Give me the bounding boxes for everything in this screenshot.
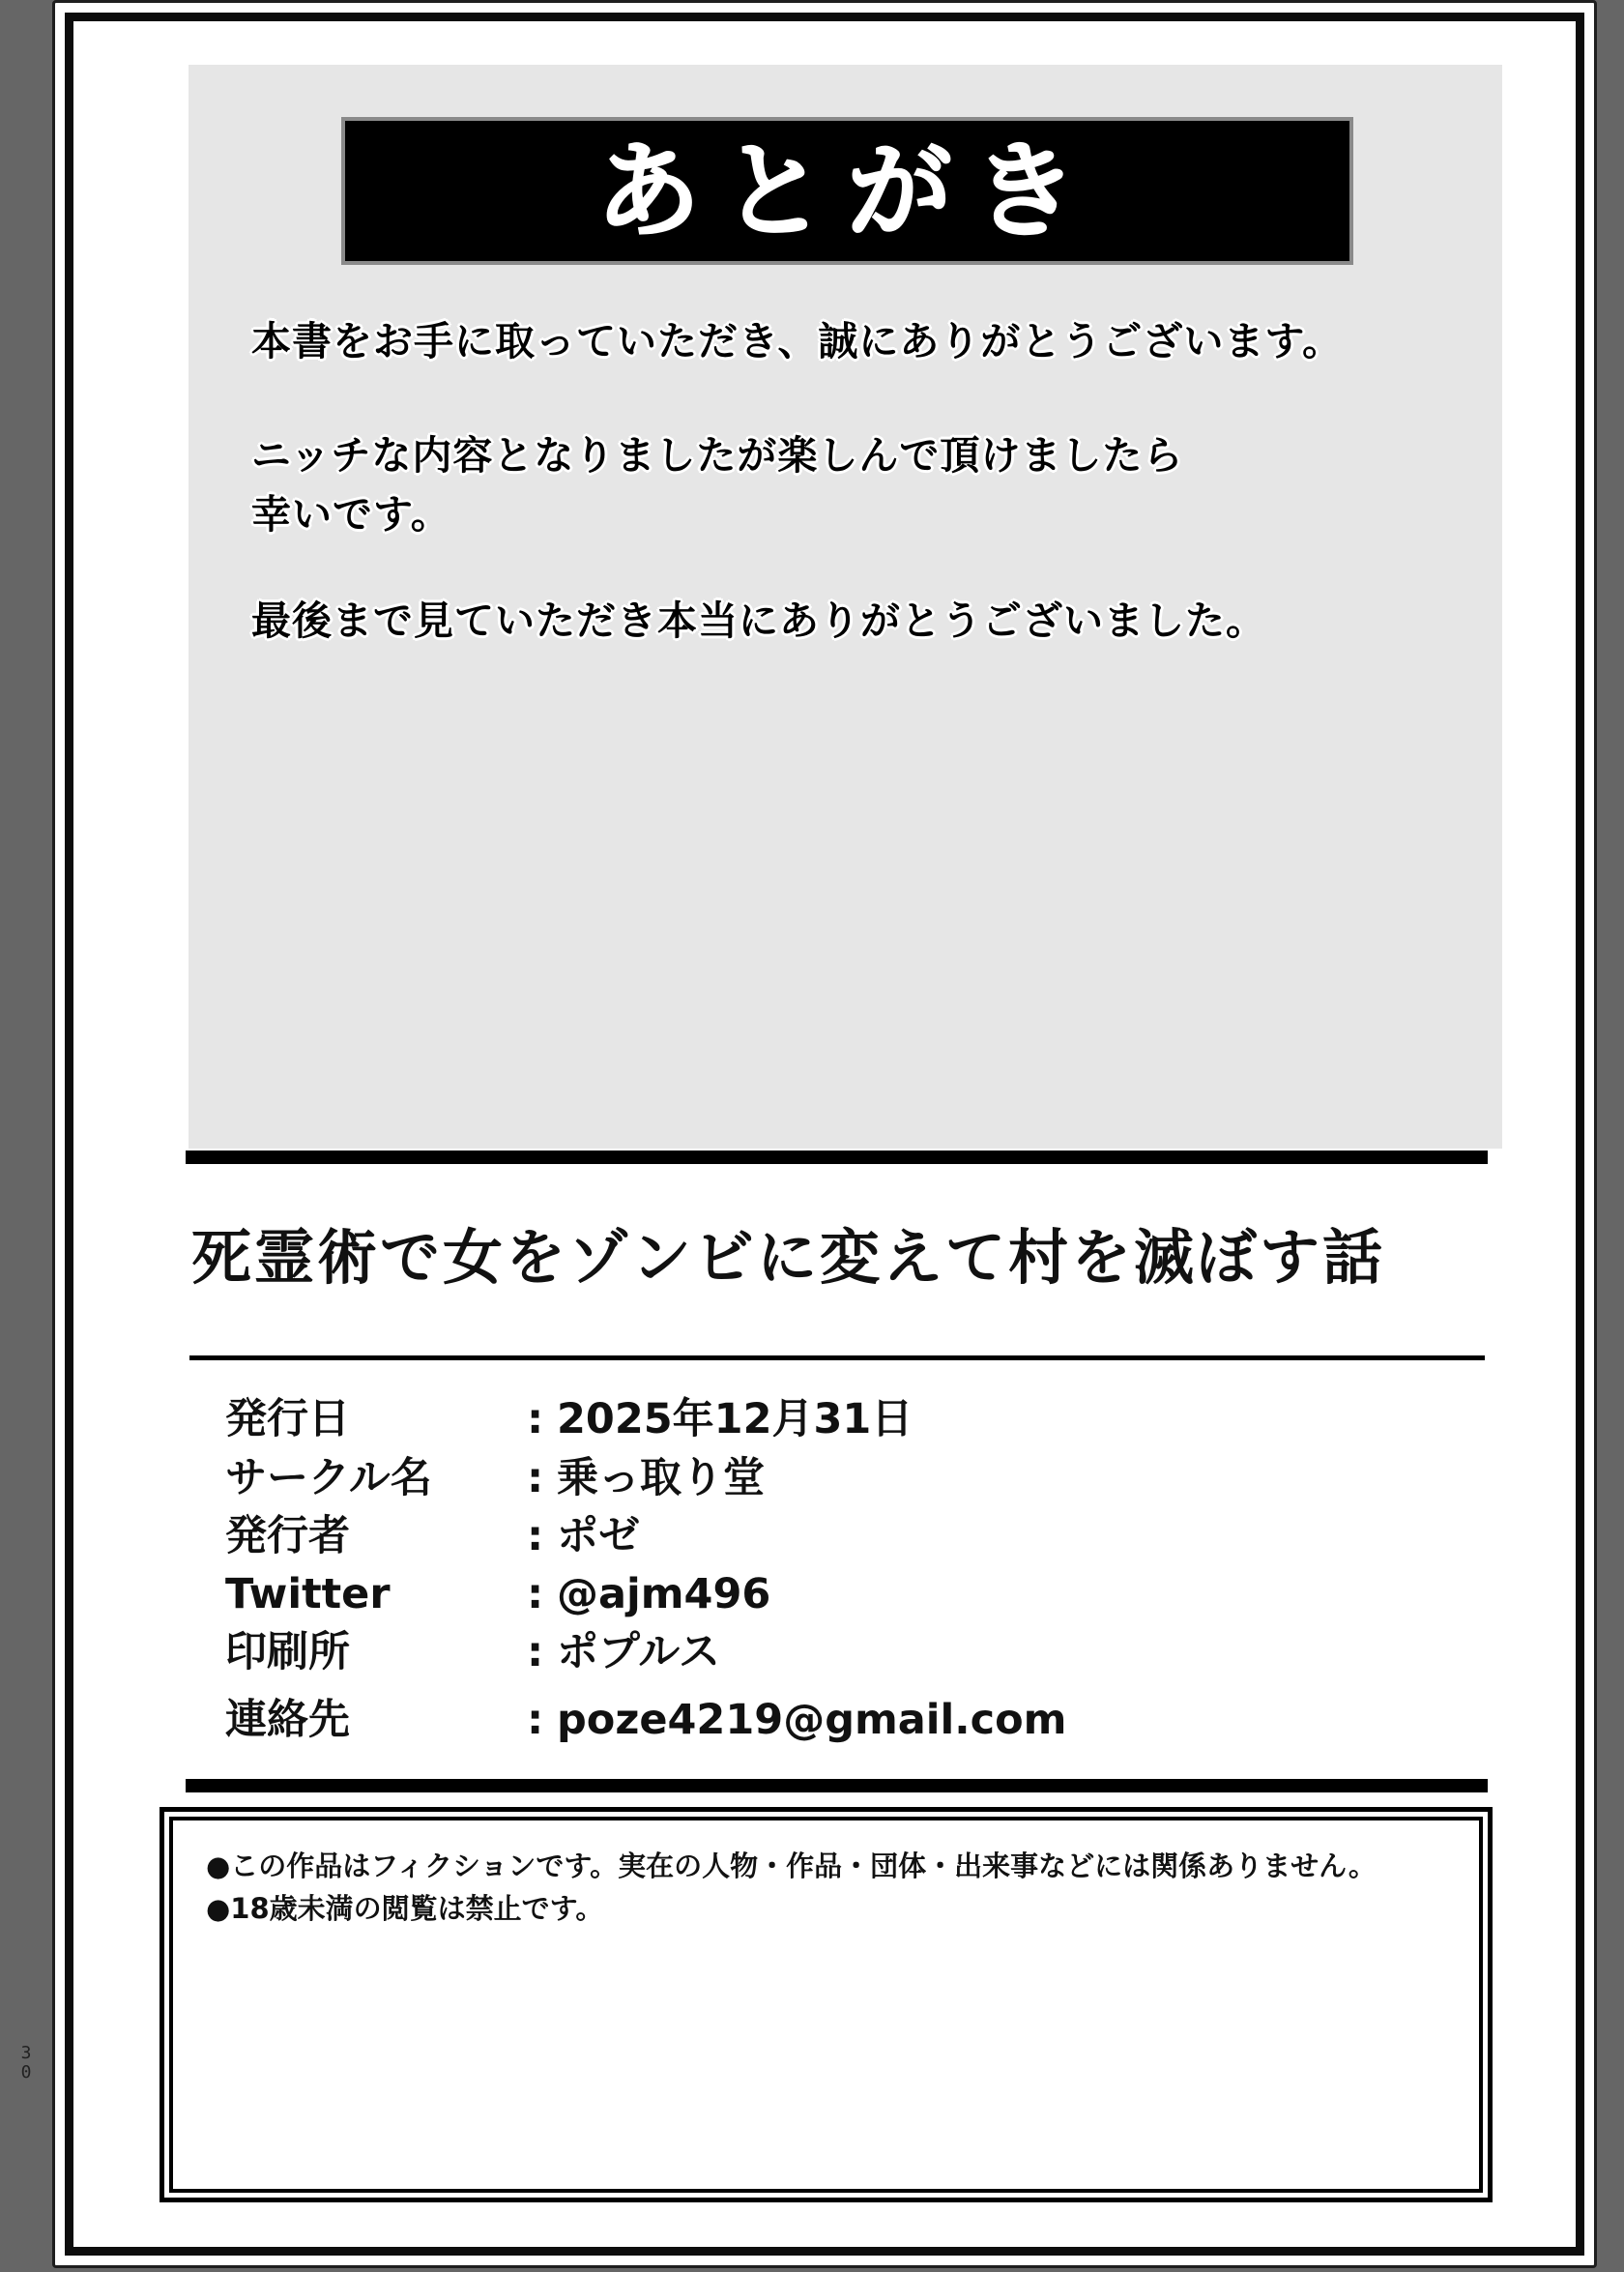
colophon-colon: : <box>527 1395 544 1443</box>
afterword-line: 最後まで見ていただき本当にありがとうございました。 <box>251 597 1266 644</box>
afterword-heading: あとがき <box>595 130 1099 252</box>
colophon-colon: : <box>527 1570 544 1618</box>
colophon-label: 印刷所 <box>225 1628 350 1676</box>
notice-box <box>160 1807 1493 2202</box>
colophon-colon: : <box>527 1454 544 1502</box>
colophon-value: @ajm496 <box>557 1570 771 1618</box>
colophon-rule-bottom <box>186 1779 1488 1792</box>
afterword-panel <box>188 65 1502 1149</box>
book-page <box>52 0 1597 2268</box>
afterword-line: 本書をお手に取っていただき、誠にありがとうございます。 <box>251 318 1344 364</box>
colophon-colon: : <box>527 1628 544 1676</box>
page-number <box>19 2044 33 2083</box>
book-title: 死霊術で女をゾンビに変えて村を滅ぼす話 <box>191 1222 1386 1293</box>
colophon-label: サークル名 <box>225 1454 432 1502</box>
colophon-value: 乗っ取り堂 <box>557 1454 765 1502</box>
colophon-label: 発行日 <box>225 1395 350 1443</box>
colophon-colon: : <box>527 1696 544 1744</box>
colophon-colon: : <box>527 1512 544 1560</box>
colophon-value: ポプルス <box>557 1628 720 1676</box>
notice-inner-frame <box>169 1817 1483 2193</box>
notice-line: ●この作品はフィクションです。実在の人物・作品・団体・出来事などには関係ありません。 <box>206 1850 1377 1882</box>
notice-line: ●18歳未満の閲覧は禁止です。 <box>206 1892 604 1925</box>
title-rule-top <box>186 1151 1488 1164</box>
colophon-label: 発行者 <box>225 1512 350 1560</box>
colophon-value: 2025年12月31日 <box>557 1395 914 1443</box>
title-rule-bottom <box>189 1355 1485 1360</box>
colophon-label: Twitter <box>225 1570 391 1618</box>
afterword-heading-box <box>341 117 1353 265</box>
colophon-value: ポゼ <box>557 1512 640 1560</box>
afterword-line: 幸いです。 <box>251 491 451 538</box>
colophon-value: poze4219@gmail.com <box>557 1696 1067 1744</box>
afterword-line: ニッチな内容となりましたが楽しんで頂けましたら <box>251 432 1184 479</box>
page-number-digit: 0 <box>20 2062 32 2083</box>
page-number-digit: 3 <box>20 2043 32 2063</box>
colophon-label: 連絡先 <box>225 1696 350 1744</box>
